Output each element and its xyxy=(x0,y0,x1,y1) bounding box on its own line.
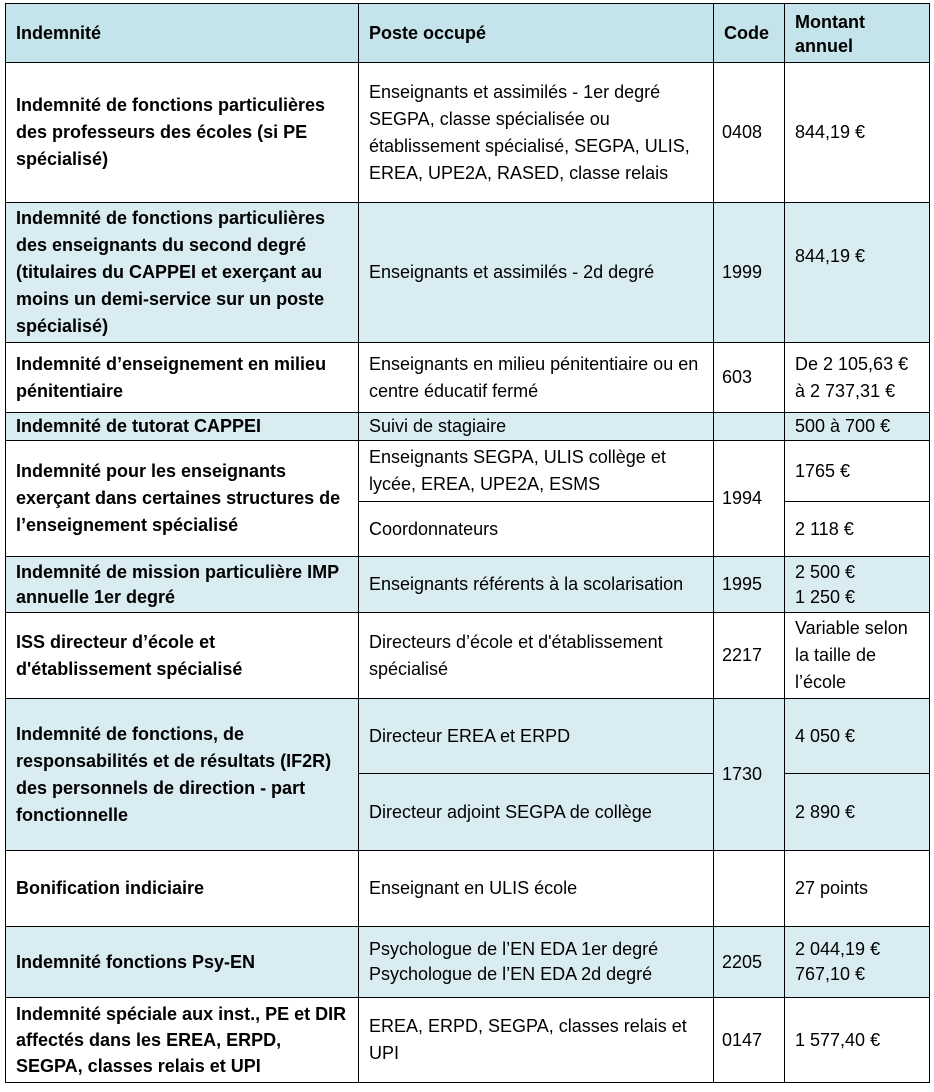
row-poste: Enseignants et assimilés - 2d degré xyxy=(359,203,714,343)
row-montant xyxy=(785,557,930,613)
row-montant: 844,19 € xyxy=(785,63,930,203)
row-indemnite: ISS directeur d’école et d'établissement spécialisé xyxy=(6,613,359,699)
row-poste: Enseignants en milieu pénitentiaire ou en centre éducatif fermé xyxy=(359,343,714,413)
row-montant: 4 050 € xyxy=(785,699,930,774)
table-row xyxy=(6,851,930,927)
row-indemnite: Indemnité de fonctions particulières des enseignants du second degré (titulaires du CAPPEI et exerçant au moins un demi-service sur un poste spécialisé) xyxy=(6,203,359,343)
row-code: 0408 xyxy=(714,63,785,203)
row-montant: 2 118 € xyxy=(785,502,930,557)
table-row xyxy=(6,203,930,343)
row-indemnite: Indemnité fonctions Psy-EN xyxy=(6,927,359,998)
poste-line-2: Psychologue de l’EN EDA 2d degré xyxy=(369,964,653,984)
header-poste: Poste occupé xyxy=(359,4,714,63)
row-poste: Enseignants et assimilés - 1er degré SEGPA, classe spécialisée ou établissement spécialisé, SEGPA, ULIS, EREA, UPE2A, RASED, classe relais xyxy=(359,63,714,203)
row-poste: Coordonnateurs xyxy=(359,502,714,557)
table-row xyxy=(6,441,930,502)
row-montant: 500 à 700 € xyxy=(785,413,930,441)
header-code: Code xyxy=(714,4,785,63)
poste-line-1: Psychologue de l’EN EDA 1er degré xyxy=(369,939,659,959)
row-code: 603 xyxy=(714,343,785,413)
row-code xyxy=(714,851,785,927)
table-row xyxy=(6,63,930,203)
row-poste: Enseignants SEGPA, ULIS collège et lycée, EREA, UPE2A, ESMS xyxy=(359,441,714,502)
table-row xyxy=(6,998,930,1083)
table-row xyxy=(6,343,930,413)
row-poste: Directeur EREA et ERPD xyxy=(359,699,714,774)
row-montant: 1765 € xyxy=(785,441,930,502)
row-montant xyxy=(785,927,930,998)
row-indemnite: Indemnité de fonctions particulières des professeurs des écoles (si PE spécialisé) xyxy=(6,63,359,203)
row-code: 1730 xyxy=(714,699,785,851)
row-indemnite: Indemnité de mission particulière IMP annuelle 1er degré xyxy=(6,557,359,613)
row-code xyxy=(714,413,785,441)
montant-line-1: 2 044,19 € xyxy=(795,939,881,959)
montant-line-1: 2 500 € xyxy=(795,561,856,582)
table-row xyxy=(6,613,930,699)
row-poste: EREA, ERPD, SEGPA, classes relais et UPI xyxy=(359,998,714,1083)
row-poste: Directeur adjoint SEGPA de collège xyxy=(359,774,714,851)
header-montant: Montant annuel xyxy=(785,4,930,63)
table-row xyxy=(6,927,930,998)
row-poste: Enseignant en ULIS école xyxy=(359,851,714,927)
header-indemnite: Indemnité xyxy=(6,4,359,63)
row-poste xyxy=(359,927,714,998)
row-indemnite: Indemnité d’enseignement en milieu pénitentiaire xyxy=(6,343,359,413)
row-montant: Variable selon la taille de l’école xyxy=(785,613,930,699)
row-poste: Directeurs d’école et d'établissement spécialisé xyxy=(359,613,714,699)
row-montant: 2 890 € xyxy=(785,774,930,851)
montant-line-2: 767,10 € xyxy=(795,964,866,984)
row-poste: Enseignants référents à la scolarisation xyxy=(359,557,714,613)
row-indemnite: Indemnité pour les enseignants exerçant dans certaines structures de l’enseignement spécialisé xyxy=(6,441,359,557)
row-indemnite: Bonification indiciaire xyxy=(6,851,359,927)
row-montant: 844,19 € xyxy=(785,203,930,343)
row-code: 1994 xyxy=(714,441,785,557)
table-header-row xyxy=(6,4,930,63)
row-poste: Suivi de stagiaire xyxy=(359,413,714,441)
row-indemnite: Indemnité de fonctions, de responsabilités et de résultats (IF2R) des personnels de direction - part fonctionnelle xyxy=(6,699,359,851)
row-code: 1995 xyxy=(714,557,785,613)
table-row xyxy=(6,557,930,613)
row-code: 2217 xyxy=(714,613,785,699)
indemnites-table xyxy=(5,3,930,1083)
montant-line-2: 1 250 € xyxy=(795,586,856,607)
table-row xyxy=(6,699,930,774)
table-row xyxy=(6,413,930,441)
row-indemnite: Indemnité de tutorat CAPPEI xyxy=(6,413,359,441)
row-montant: 1 577,40 € xyxy=(785,998,930,1083)
row-indemnite: Indemnité spéciale aux inst., PE et DIR affectés dans les EREA, ERPD, SEGPA, classes relais et UPI xyxy=(6,998,359,1083)
row-code: 2205 xyxy=(714,927,785,998)
row-montant: 27 points xyxy=(785,851,930,927)
row-montant: De 2 105,63 € à 2 737,31 € xyxy=(785,343,930,413)
row-code: 0147 xyxy=(714,998,785,1083)
row-code: 1999 xyxy=(714,203,785,343)
